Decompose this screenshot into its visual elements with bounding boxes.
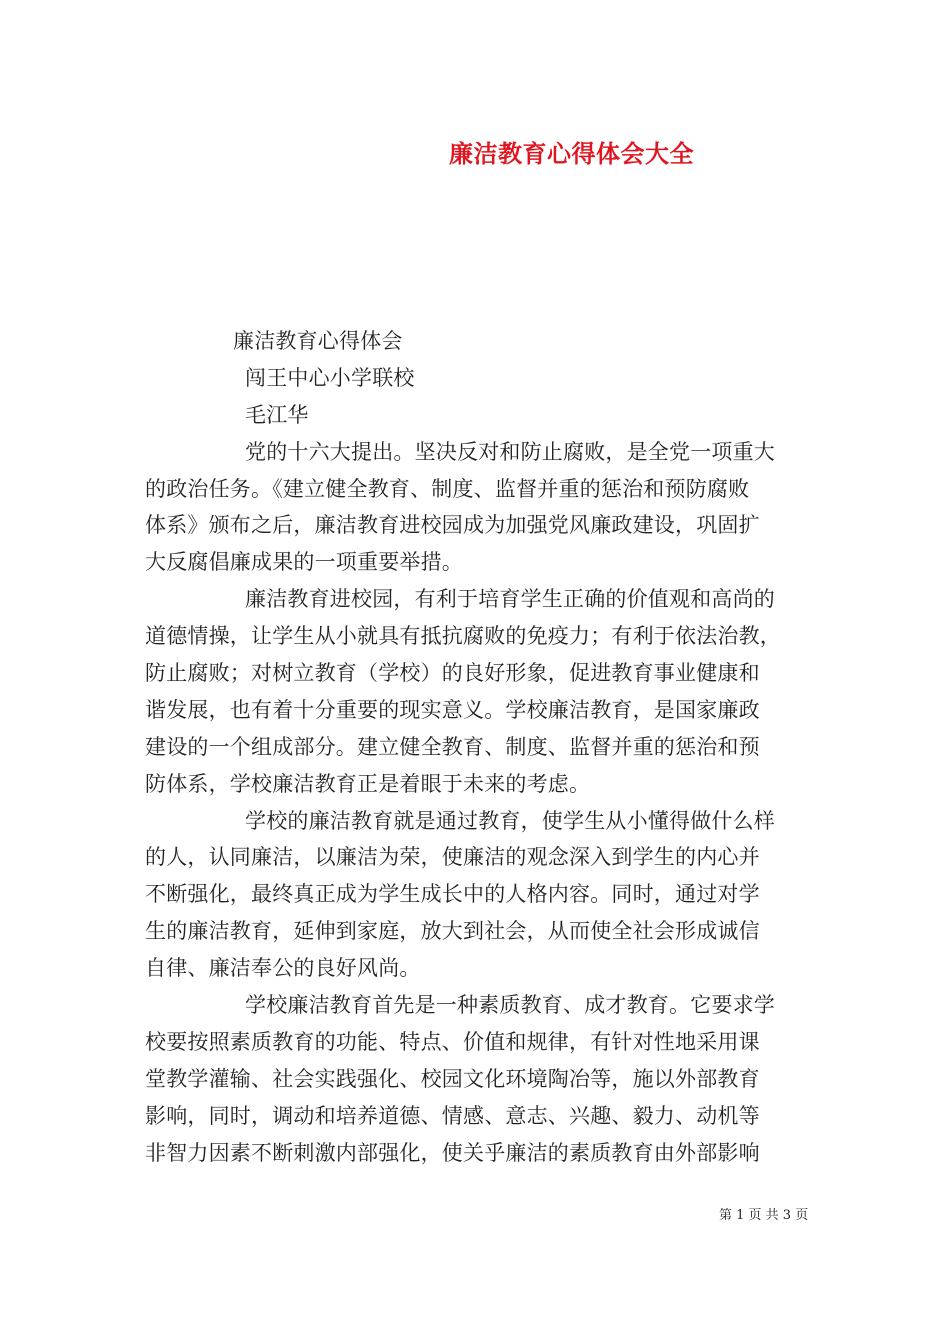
body-text-line: 自律、廉洁奉公的良好风尚。 bbox=[145, 956, 421, 981]
body-text-line: 防止腐败；对树立教育（学校）的良好形象，促进教育事业健康和 bbox=[145, 661, 760, 686]
author-name: 毛江华 bbox=[245, 402, 309, 427]
body-text-line: 大反腐倡廉成果的一项重要举措。 bbox=[145, 550, 463, 575]
body-text-line: 防体系，学校廉洁教育正是着眼于未来的考虑。 bbox=[145, 771, 591, 796]
body-text-line: 学校的廉洁教育就是通过教育，使学生从小懂得做什么样 bbox=[245, 808, 775, 833]
body-text-line: 党的十六大提出。坚决反对和防止腐败，是全党一项重大 bbox=[245, 439, 775, 464]
body-text-line: 堂教学灌输、社会实践强化、校园文化环境陶冶等，施以外部教育 bbox=[145, 1066, 760, 1091]
school-name: 闯王中心小学联校 bbox=[245, 365, 415, 390]
page-footer: 第 1 页 共 3 页 bbox=[719, 1208, 809, 1223]
body-text-line: 生的廉洁教育，延伸到家庭，放大到社会，从而使全社会形成诚信 bbox=[145, 919, 760, 944]
article-heading: 廉洁教育心得体会 bbox=[233, 329, 403, 353]
body-text-line: 校要按照素质教育的功能、特点、价值和规律，有针对性地采用课 bbox=[145, 1029, 760, 1054]
body-text-line: 的政治任务。《建立健全教育、制度、监督并重的惩治和预防腐败 bbox=[145, 476, 750, 501]
body-text-line: 建设的一个组成部分。建立健全教育、制度、监督并重的惩治和预 bbox=[145, 734, 760, 759]
body-text-line: 体系》颁布之后，廉洁教育进校园成为加强党风廉政建设，巩固扩 bbox=[145, 513, 760, 538]
body-text-line: 廉洁教育进校园，有利于培育学生正确的价值观和高尚的 bbox=[245, 587, 775, 612]
body-text-line: 学校廉洁教育首先是一种素质教育、成才教育。它要求学 bbox=[245, 993, 775, 1018]
body-text-line: 的人，认同廉洁，以廉洁为荣，使廉洁的观念深入到学生的内心并 bbox=[145, 845, 760, 870]
body-text-line: 非智力因素不断刺激内部强化，使关乎廉洁的素质教育由外部影响 bbox=[145, 1140, 760, 1165]
body-text-line: 道德情操，让学生从小就具有抵抗腐败的免疫力；有利于依法治教， bbox=[145, 624, 781, 649]
body-text-line: 不断强化，最终真正成为学生成长中的人格内容。同时，通过对学 bbox=[145, 882, 760, 907]
body-text-line: 谐发展，也有着十分重要的现实意义。学校廉洁教育，是国家廉政 bbox=[145, 697, 760, 722]
body-text-line: 影响，同时，调动和培养道德、情感、意志、兴趣、毅力、动机等 bbox=[145, 1103, 760, 1128]
document-title: 廉洁教育心得体会大全 bbox=[449, 139, 694, 168]
document-body bbox=[145, 323, 815, 1171]
